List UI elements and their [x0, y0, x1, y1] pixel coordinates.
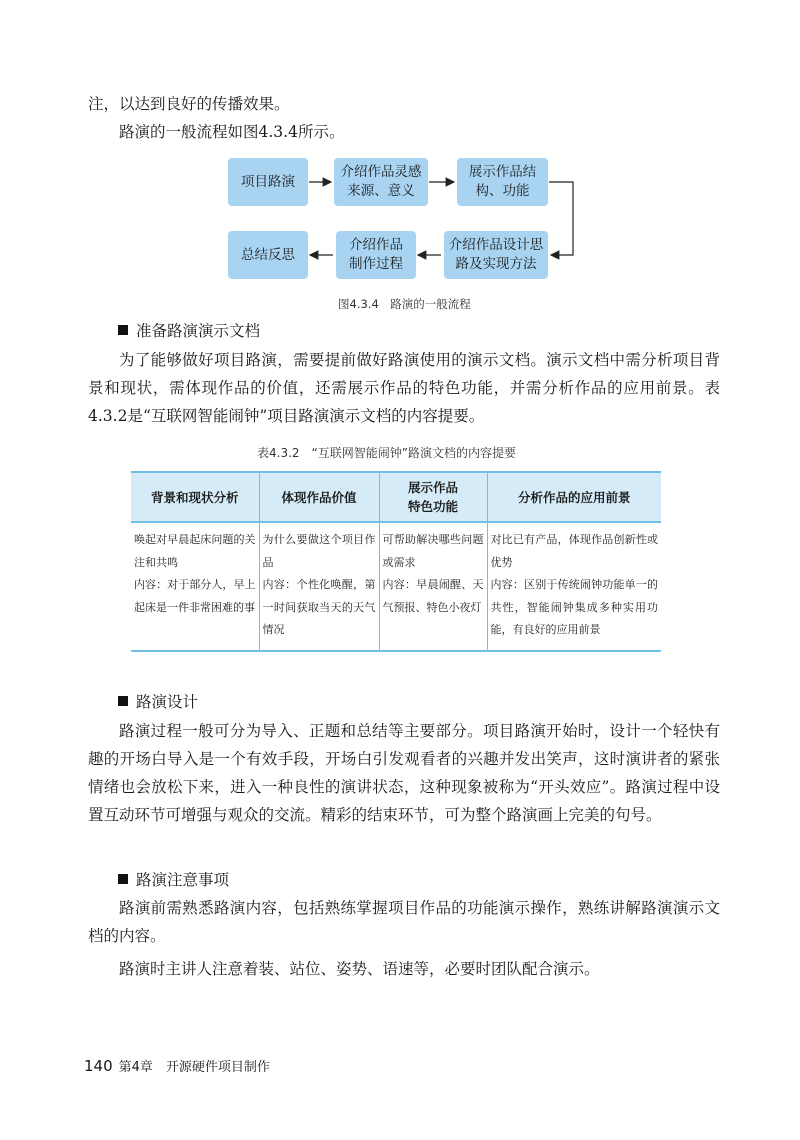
section-body: 路演时主讲人注意着装、站位、姿势、语速等，必要时团队配合演示。 [119, 960, 600, 978]
flow-box-label: 介绍作品 [349, 237, 403, 253]
flow-box-label: 制作过程 [349, 256, 403, 272]
flow-box-label: 路及实现方法 [455, 256, 537, 272]
intro-line: 注，以达到良好的传播效果。 [88, 95, 290, 113]
flow-box-inspiration [334, 158, 428, 206]
flow-box-project-roadshow [228, 158, 308, 206]
section-heading-text: 路演设计 [136, 693, 199, 711]
flow-box-summary [228, 231, 308, 279]
table-header-text: 展示作品 [407, 480, 458, 495]
table-header-cell [379, 472, 487, 522]
flow-box-label: 构、功能 [475, 183, 530, 199]
section-heading-text: 路演注意事项 [136, 871, 230, 889]
table-cell: 为什么要做这个项目作品 内容：个性化唤醒，第一时间获取当天的天气情况 [259, 522, 379, 651]
table-caption: 表4.3.2 “互联网智能闹钟”路演文档的内容提要 [257, 446, 516, 460]
section-heading [118, 319, 260, 343]
table-header-cell: 分析作品的应用前景 [487, 472, 661, 522]
table-header-text: 特色功能 [407, 499, 458, 514]
flow-box-label: 来源、意义 [347, 183, 415, 199]
page-number: 140 [84, 1057, 113, 1075]
section-body: 路演过程一般可分为导入、正题和总结等主要部分。项目路演开始时，设计一个轻快有趣的开场白导入是一个有效手段，开场白引发观看者的兴趣并发出笑声，这时演讲者的紧张情绪也会放松下来，进入一种良性的演讲状态，这种现象被称为“开头效应”。路演过程中设置互动环节可增强与观众的交流。精彩的结束环节，可为整个路演画上完美的句号。 [88, 722, 720, 824]
section-heading [118, 690, 198, 714]
flow-box-production [336, 231, 416, 279]
chapter-title: 第4章 开源硬件项目制作 [118, 1060, 270, 1075]
table-header-row [131, 472, 661, 522]
section-body: 路演前需熟悉路演内容，包括熟练掌握项目作品的功能演示操作，熟练讲解路演演示文档的内容。 [88, 899, 720, 945]
flow-intro: 路演的一般流程如图4.3.4所示。 [119, 123, 345, 141]
square-bullet-icon [118, 696, 128, 706]
square-bullet-icon [118, 874, 128, 884]
arrow-3 [549, 182, 573, 255]
flow-box-label: 介绍作品设计思 [448, 237, 544, 253]
section-heading-text: 准备路演演示文档 [136, 322, 261, 340]
flow-box-label: 项目路演 [241, 173, 295, 190]
flow-box-design [444, 231, 548, 279]
table-row [131, 522, 661, 651]
figure-caption: 图4.3.4 路演的一般流程 [338, 297, 471, 311]
table-header-cell: 体现作品价值 [259, 472, 379, 522]
table-cell: 对比已有产品，体现作品创新性或优势 内容：区别于传统闹钟功能单一的共性，智能闹钟集成多种实用功能，有良好的应用前景 [487, 522, 661, 651]
square-bullet-icon [118, 325, 128, 335]
page-footer [84, 1056, 270, 1075]
flow-box-structure [457, 158, 548, 206]
table-header-cell: 背景和现状分析 [131, 472, 259, 522]
section-body: 为了能够做好项目路演，需要提前做好路演使用的演示文档。演示文档中需分析项目背景和现状，需体现作品的价值，还需展示作品的特色功能，并需分析作品的应用前景。表4.3.2是“互联网智能闹钟”项目路演演示文档的内容提要。 [88, 351, 720, 425]
section-heading [118, 868, 229, 892]
flow-box-label: 介绍作品灵感 [340, 164, 422, 180]
flow-box-label: 总结反思 [241, 246, 295, 263]
flow-box-label: 展示作品结 [468, 164, 537, 180]
table-cell: 可帮助解决哪些问题或需求 内容：早晨闹醒、天气预报、特色小夜灯 [379, 522, 487, 651]
content-table [131, 471, 661, 652]
table-cell: 唤起对早晨起床问题的关注和共鸣 内容：对于部分人，早上起床是一件非常困难的事 [131, 522, 259, 651]
